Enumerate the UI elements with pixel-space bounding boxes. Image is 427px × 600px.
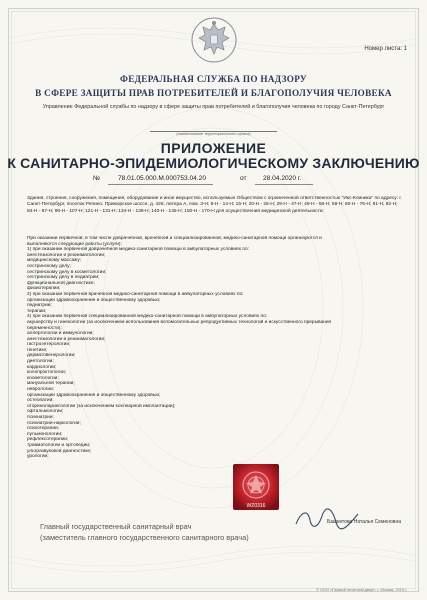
service-list-item: сестринскому делу; [27,263,71,269]
coat-of-arms-icon [191,16,237,64]
service-list-item: организации здравоохранения и общественному здоровью; [27,392,161,398]
document-date: 28.04.2020 г. [263,175,302,182]
service-list-item: пульмонологии; [27,431,63,437]
service-list-item: акушерству и гинекологии (за исключением использования вспомогательных репродуктивных технологий и искусственного прерывания [27,319,332,325]
service-list-item: выполняются следующие работы (услуги): [27,241,122,247]
service-list-item: офтальмологии; [27,409,64,415]
document-title: ПРИЛОЖЕНИЕ [160,140,267,156]
service-list-item: 1) при оказании первичной доврачебной медико-санитарной помощи в амбулаторных условиях по: [27,247,249,253]
service-list-item: травматологии и ортопедии; [27,442,91,448]
signatory-title: Главный государственный санитарный врач [40,522,192,531]
date-from-label: от [240,175,247,182]
service-list-item: генетике; [27,347,48,353]
service-list-item: психиатрии; [27,415,54,420]
document-subtitle: К САНИТАРНО-ЭПИДЕМИОЛОГИЧЕСКОМУ ЗАКЛЮЧЕНИЮ [7,155,420,171]
service-list-item: неврологии; [27,387,55,393]
service-list-item: оториноларингологии (за исключением кохлеарной имплантации); [27,403,176,409]
seal-code: WZ0316 [246,503,266,509]
service-list-item: психотерапии; [27,426,60,432]
service-list-item: диетологии; [27,359,54,365]
service-list-item: гастроэнтерологии; [27,342,71,348]
service-list-item: косметологии; [27,375,59,381]
service-list-item: урологии; [27,454,49,460]
service-list-item: функциональной диагностике; [27,280,95,286]
signatory-name: Башкетова Наталья Семеновна [327,519,401,525]
signatory-title-alt: (заместитель главного государственного санитарного врача) [40,533,249,542]
sheet-number: Номер листа: 1 [364,46,407,52]
service-list-item: мануальной терапии; [27,381,75,387]
service-list-item: дерматовенерологии; [27,353,76,359]
number-sign: № [93,175,101,182]
service-list-item: рефлексотерапии; [27,437,69,443]
service-list-item: сестринскому делу в педиатрии; [27,275,100,281]
service-list-item: сестринскому делу в косметологии; [27,269,107,275]
document-number: 78.01.05.000.М.000753.04.20 [118,175,206,182]
service-list-item: ультразвуковой диагностике; [27,448,92,454]
service-list-item: медицинскому массажу; [27,258,82,264]
number-underline [108,184,213,185]
document-number-row [0,175,427,187]
service-list-item: 2) при оказании первичной врачебной медико-санитарной помощи в амбулаторных условиях по: [27,291,244,297]
service-list-item: беременности); [27,325,62,331]
service-list-item: организации здравоохранения и общественному здоровью; [27,297,161,303]
service-list-item: анестезиологии и реаниматологии; [27,336,106,342]
printer-footer: © ООО «Первый печатный двор», г. Москва, 2019 г. [316,588,407,592]
service-list-item: 4) при оказании первичной специализированной медико-санитарной помощи в амбулаторных условиях по: [27,314,268,320]
service-list-item: педиатрии; [27,303,52,309]
service-list-item: При оказании первичной, в том числе доврачебной, врачебной и специализированной, медико-санитарной помощи организуются и [27,236,322,241]
service-list-item: остеопатии; [27,398,54,404]
premises-description: Здания, строения, сооружения, помещения, оборудование и иное имущество, используемые Обществом с ограниченной ответственностью "Икс-Клиника" по адресу: г. Санкт-Петербург, поселок Репино, Приморское шоссе, д. 426, литера А, пом. 3-Н; 8-Н - 14-Н; 16-Н; 20-Н - 25-Н; 29-Н - 47-Н; 49-Н - 56-Н; 58-Н; 60-Н - 76-Н; 81-Н; 82-Н; 84-Н - 87-Н; 96-Н - 107-Н; 121-Н - 131-Н; 134-Н - 138-Н; 140-Н - 145-Н; 150-Н - 170-Н для осуществления медицинской деятельности: [27,196,402,214]
agency-name-line1: ФЕДЕРАЛЬНАЯ СЛУЖБА ПО НАДЗОРУ [120,74,307,84]
hologram-seal-icon [232,463,280,511]
service-list-item: колопроктологии; [27,370,66,376]
issuing-office-caption: (наименование территориального органа) [176,132,251,136]
agency-name-line2: В СФЕРЕ ЗАЩИТЫ ПРАВ ПОТРЕБИТЕЛЕЙ И БЛАГОПОЛУЧИЯ ЧЕЛОВЕКА [35,88,392,98]
service-list-item: аллергологии и иммунологии; [27,331,94,337]
service-list-item: психиатрии-наркологии; [27,420,81,426]
service-list-item: кардиологии; [27,364,57,370]
services-list [27,236,402,460]
date-underline [255,184,313,185]
service-list-item: анестезиологии и реаниматологии; [27,252,106,258]
issuing-office: Управление Федеральной службы по надзору в сфере защиты прав потребителей и благополучия человека по городу Санкт-Петербург [42,104,385,110]
service-list-item: физиотерапии; [27,286,61,292]
service-list-item: терапии; [27,308,47,314]
